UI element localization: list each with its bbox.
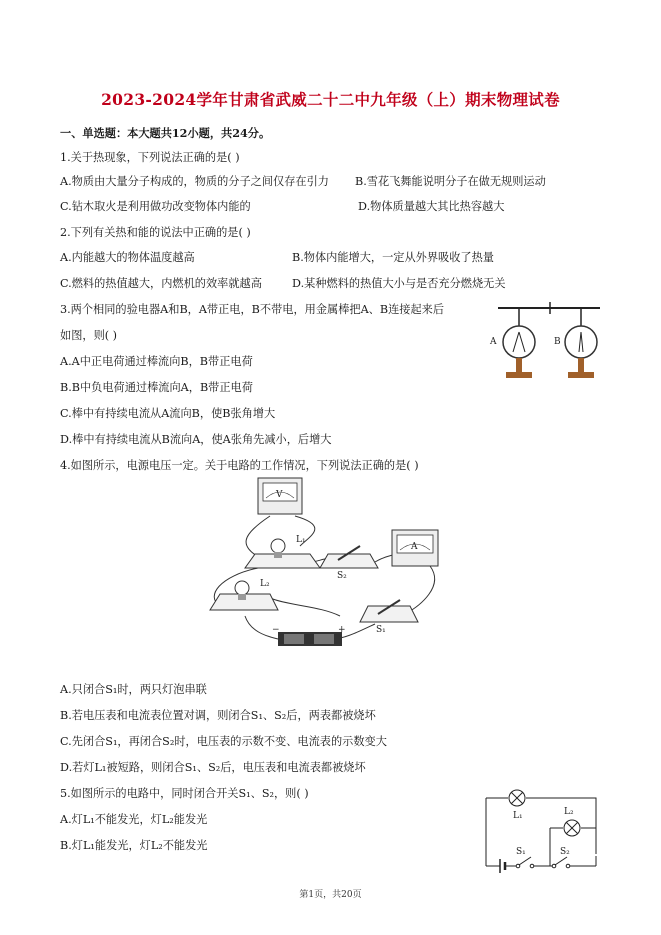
q3-stem-line1: 3.两个相同的验电器A和B，A带正电，B不带电，用金属棒把A、B连接起来后 (60, 303, 445, 316)
battery-minus-label: − (272, 625, 280, 635)
schematic-l1-label: L₁ (513, 811, 523, 821)
q2-option-b: B.物体内能增大，一定从外界吸收了热量 (292, 251, 494, 264)
ammeter-label: A (411, 542, 418, 552)
electroscope-label-a: A (490, 337, 497, 347)
schematic-lamp-l1 (509, 790, 525, 821)
q3-option-a: A.A中正电荷通过棒流向B，B带正电荷 (60, 355, 253, 368)
switch-s2 (320, 546, 378, 581)
q1-stem: 1.关于热现象，下列说法正确的是( ) (60, 151, 240, 164)
q3-stem-line2: 如图，则( ) (60, 329, 118, 342)
q5-stem: 5.如图所示的电路中，同时闭合开关S₁、S₂，则( ) (60, 787, 309, 800)
q3-option-d: D.棒中有持续电流从B流向A，使A张角先减小，后增大 (60, 433, 332, 446)
lamp-l2-label: L₂ (260, 579, 270, 589)
q1-option-d: D.物体质量越大其比热容越大 (358, 200, 505, 213)
schematic-battery (500, 859, 510, 873)
q2-option-c: C.燃料的热值越大，内燃机的效率就越高 (60, 277, 262, 290)
switch-s2-label: S₂ (337, 571, 347, 581)
q4-option-d: D.若灯L₁被短路，则闭合S₁、S₂后，电压表和电流表都被烧坏 (60, 761, 366, 774)
lamp-l2 (210, 579, 278, 610)
page-title: 2023-2024学年甘肃省武威二十二中九年级（上）期末物理试卷 (101, 90, 560, 109)
lamp-l1-label: L₁ (296, 535, 306, 545)
circuit-figure-physical (200, 476, 450, 656)
q4-option-a: A.只闭合S₁时，两只灯泡串联 (60, 683, 207, 696)
schematic-s1-label: S₁ (516, 847, 526, 857)
q5-option-a: A.灯L₁不能发光，灯L₂能发光 (60, 813, 208, 826)
voltmeter-label: V (276, 490, 283, 500)
battery-plus-label: + (338, 625, 346, 635)
q1-option-a: A.物质由大量分子构成的，物质的分子之间仅存在引力 (60, 175, 329, 188)
q4-stem: 4.如图所示，电源电压一定。关于电路的工作情况，下列说法正确的是( ) (60, 459, 419, 472)
section-heading: 一、单选题：本大题共12小题，共24分。 (60, 126, 271, 140)
schematic-switch-s1 (516, 847, 534, 868)
schematic-l2-label: L₂ (564, 807, 574, 817)
ammeter (392, 530, 438, 566)
q2-option-a: A.内能越大的物体温度越高 (60, 251, 195, 264)
q4-option-c: C.先闭合S₁，再闭合S₂时，电压表的示数不变、电流表的示数变大 (60, 735, 387, 748)
q3-option-c: C.棒中有持续电流从A流向B，使B张角增大 (60, 407, 276, 420)
voltmeter (258, 478, 302, 514)
q2-stem: 2.下列有关热和能的说法中正确的是( ) (60, 226, 251, 239)
lamp-l1 (245, 535, 320, 568)
schematic-lamp-l2 (564, 807, 580, 836)
page-footer: 第1页，共20页 (299, 890, 362, 900)
electroscope-a (503, 308, 535, 378)
switch-s1-label: S₁ (376, 625, 386, 635)
electroscope-label-b: B (554, 337, 561, 347)
switch-s1 (360, 600, 418, 635)
schematic-switch-s2 (552, 847, 570, 868)
circuit-figure-schematic (478, 784, 604, 880)
q4-option-b: B.若电压表和电流表位置对调，则闭合S₁、S₂后，两表都被烧坏 (60, 709, 376, 722)
battery (272, 625, 346, 646)
electroscope-figure (480, 298, 610, 388)
schematic-s2-label: S₂ (560, 847, 570, 857)
electroscope-b (565, 308, 597, 378)
q2-option-d: D.某种燃料的热值大小与是否充分燃烧无关 (292, 277, 506, 290)
q1-option-c: C.钻木取火是利用做功改变物体内能的 (60, 200, 251, 213)
q3-option-b: B.B中负电荷通过棒流向A，B带正电荷 (60, 381, 253, 394)
q5-option-b: B.灯L₁能发光，灯L₂不能发光 (60, 839, 208, 852)
q1-option-b: B.雪花飞舞能说明分子在做无规则运动 (355, 175, 546, 188)
